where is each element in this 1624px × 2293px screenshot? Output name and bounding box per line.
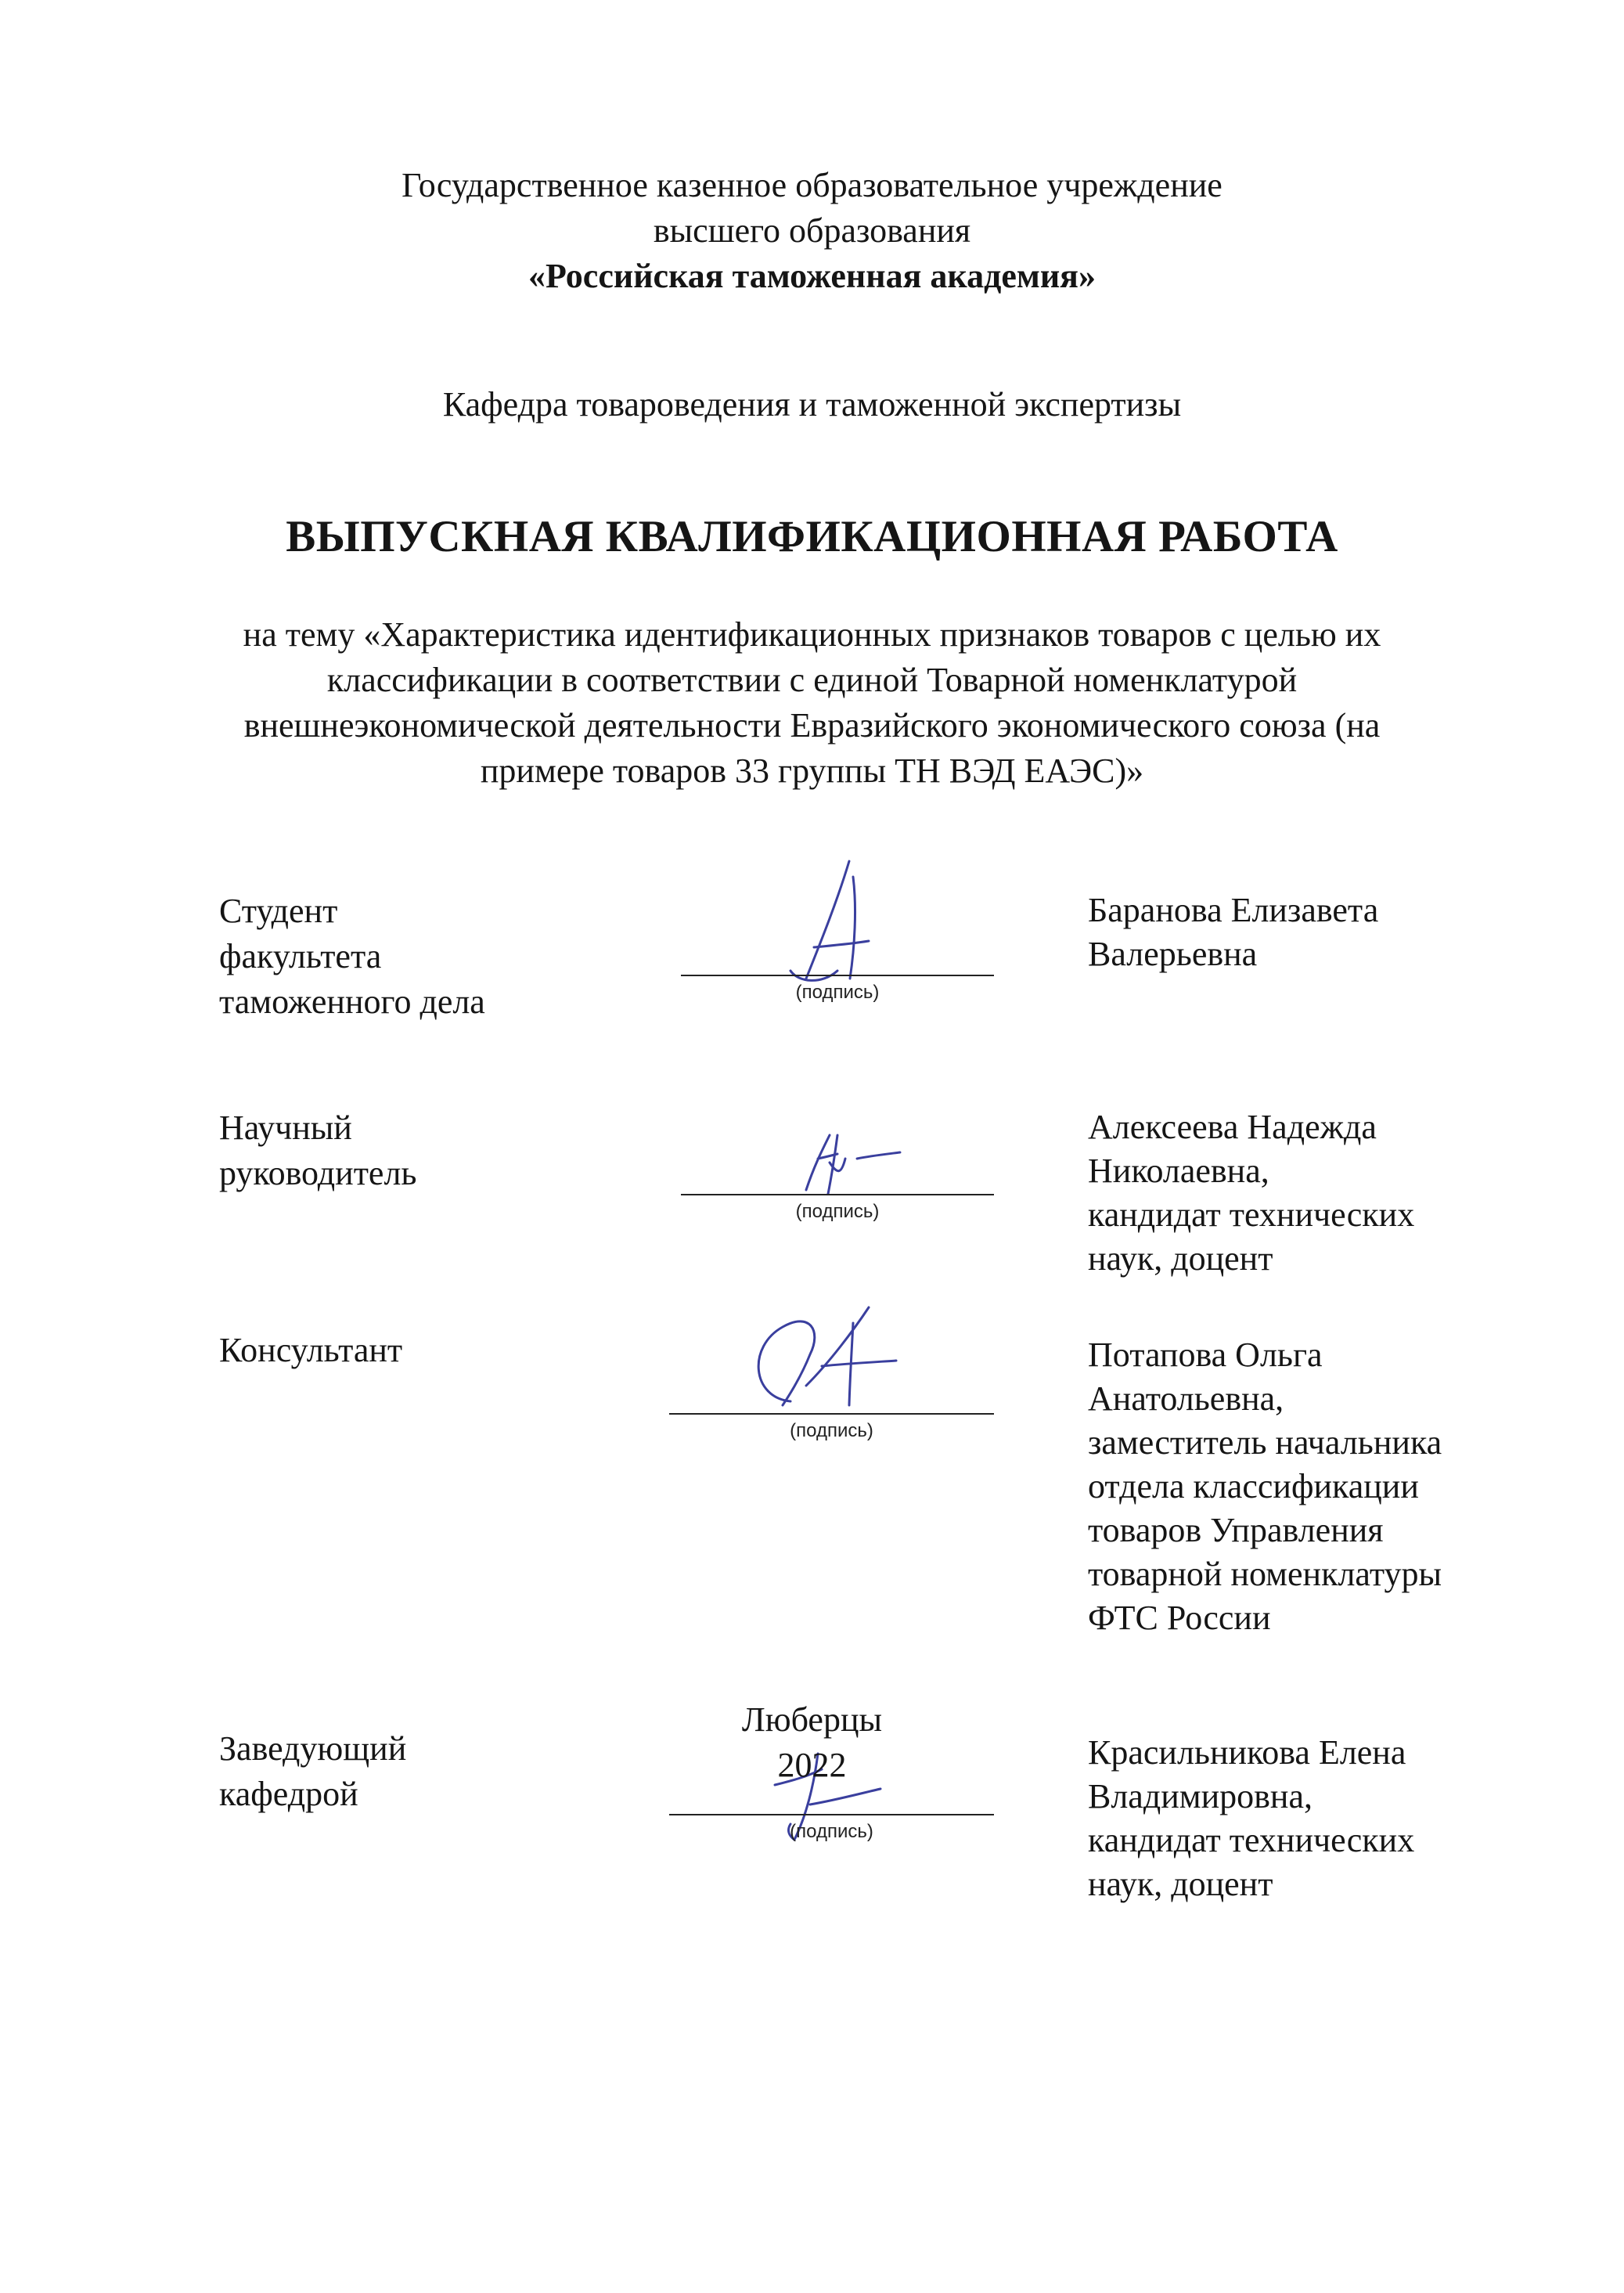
org-line-1: Государственное казенное образовательное учреждение [401,166,1223,204]
name-line: Красильникова Елена [1088,1733,1406,1772]
name-line: отдела классификации [1088,1467,1419,1505]
consultant-signature [736,1300,908,1417]
role-line: руководитель [219,1154,417,1192]
document-title: ВЫПУСКНАЯ КВАЛИФИКАЦИОННАЯ РАБОТА [286,512,1338,561]
supervisor-name [1088,1105,1526,1281]
role-line: Заведующий [219,1729,407,1768]
signature-line [669,1413,994,1415]
thesis-topic [172,612,1452,794]
name-line: товаров Управления [1088,1511,1384,1549]
role-line: таможенного дела [219,982,485,1021]
name-line: Валерьевна [1088,935,1258,973]
name-line: кандидат технических [1088,1821,1415,1859]
name-line: ФТС России [1088,1599,1271,1637]
topic-line-4: примере товаров 33 группы ТН ВЭД ЕАЭС)» [480,752,1144,790]
city: Люберцы [741,1700,883,1739]
name-line: Николаевна, [1088,1152,1269,1190]
topic-line-1: на тему «Характеристика идентификационных признаков товаров с целью их [243,615,1381,654]
name-line: Потапова Ольга [1088,1336,1323,1374]
org-line-2: высшего образования [653,211,971,250]
name-line: наук, доцент [1088,1865,1273,1903]
name-line: кандидат технических [1088,1195,1415,1234]
name-line: Баранова Елизавета [1088,891,1379,929]
signature-line [681,1194,994,1195]
role-line: Студент [219,892,338,930]
signature-line [669,1814,994,1815]
role-line: факультета [219,937,382,975]
signature-caption: (подпись) [790,1420,873,1441]
name-line: Алексеева Надежда [1088,1108,1377,1146]
student-role [219,889,610,1025]
department: Кафедра товароведения и таможенной экспертизы [442,385,1182,424]
student-signature [775,853,884,986]
name-line: наук, доцент [1088,1239,1273,1278]
place-and-year [0,1697,1624,1788]
signature-line [681,975,994,976]
name-line: заместитель начальника [1088,1423,1442,1462]
supervisor-role [219,1105,610,1196]
org-name: «Российская таможенная академия» [528,257,1096,295]
role-line: кафедрой [219,1775,358,1813]
role-line: Научный [219,1109,352,1147]
year: 2022 [777,1746,847,1784]
topic-line-3: внешнеэкономической деятельности Евразийского экономического союза (на [243,706,1381,745]
supervisor-signature [783,1127,908,1198]
signature-caption: (подпись) [790,1821,873,1842]
consultant-role [219,1328,610,1373]
role-line: Консультант [219,1331,403,1369]
name-line: Анатольевна, [1088,1379,1284,1418]
signature-caption: (подпись) [795,982,880,1003]
student-name [1088,889,1526,976]
signature-caption: (подпись) [795,1201,880,1222]
name-line: Владимировна, [1088,1777,1313,1815]
organization-header [0,163,1624,299]
topic-line-2: классификации в соответствии с единой Товарной номенклатурой [326,661,1298,699]
name-line: товарной номенклатуры [1088,1555,1442,1593]
consultant-name [1088,1333,1526,1640]
